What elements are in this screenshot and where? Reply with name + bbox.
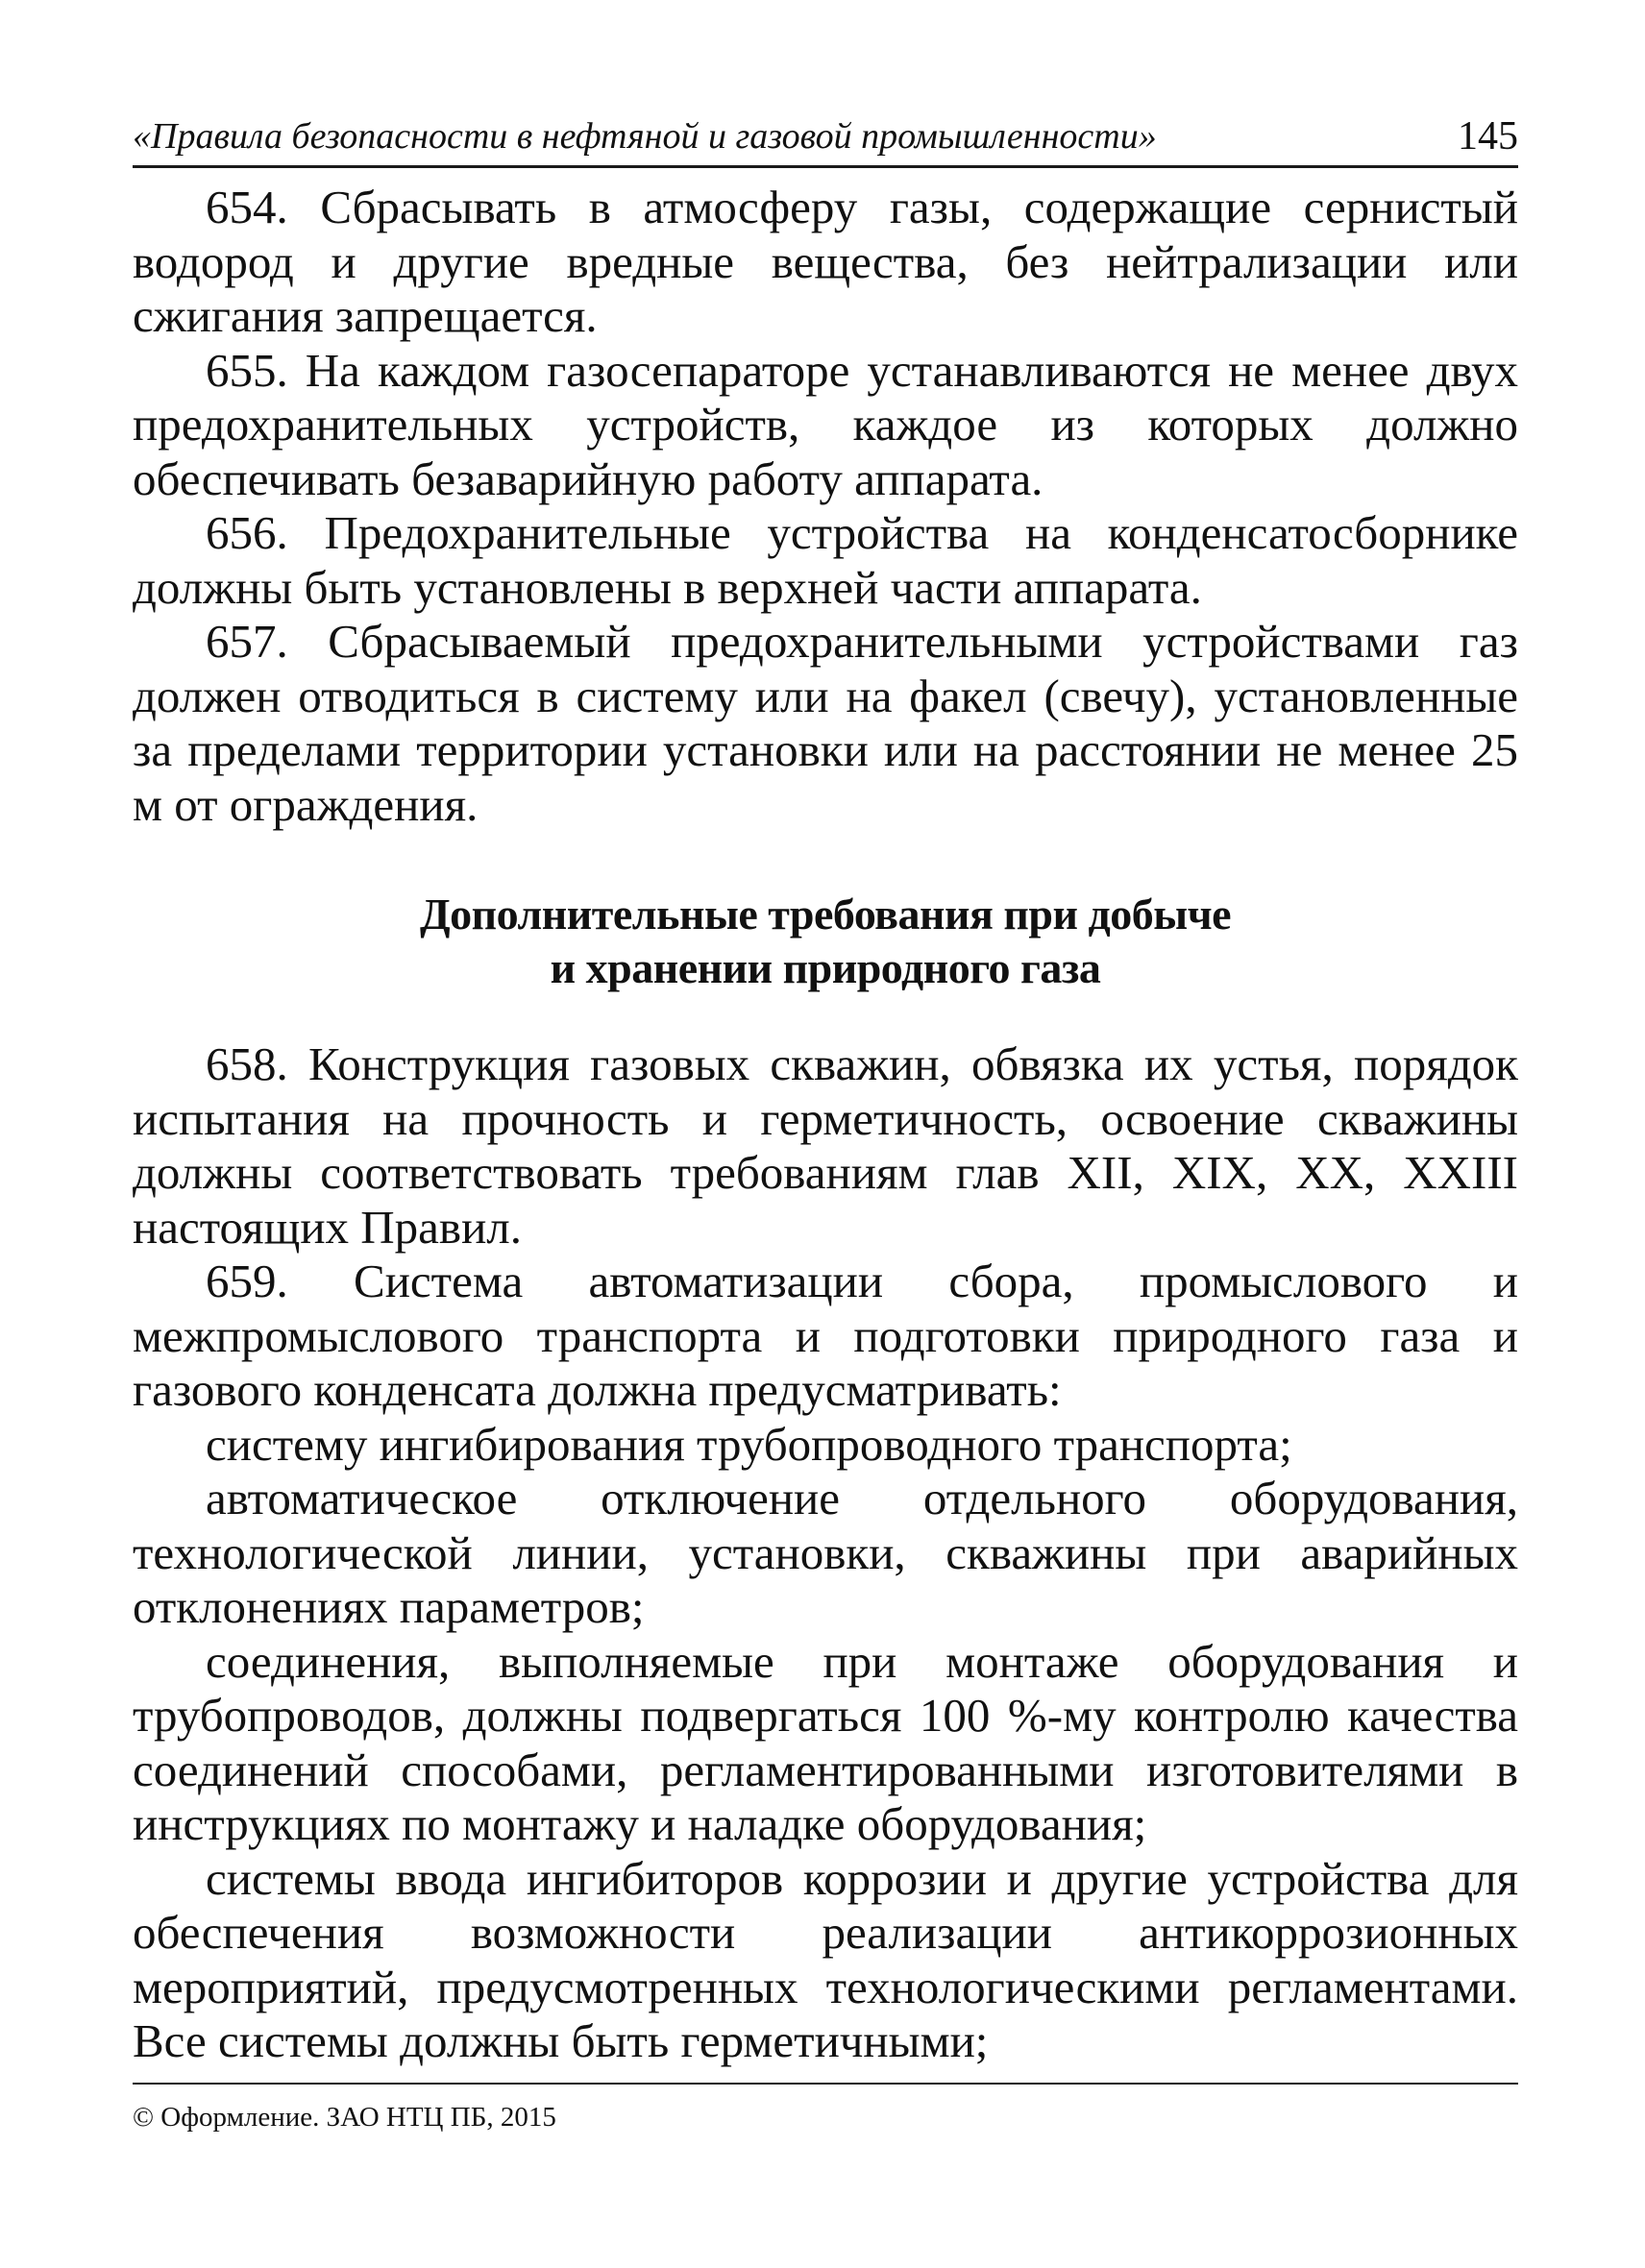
section-heading-line-2: и хранении природного газа xyxy=(550,943,1101,992)
list-item-auto-shutdown: автоматическое отключение отдельного оборудования, технологической линии, установки, скважины при аварийных отклонениях параметров; xyxy=(133,1472,1518,1633)
list-item-joint-control: соединения, выполняемые при монтаже оборудования и трубопроводов, должны подвергаться 100 %-му контролю качества соединений способами, регламентированными изготовителями в инструкциях по монтажу и наладке оборудования; xyxy=(133,1634,1518,1850)
page-body xyxy=(133,181,1518,2069)
paragraph-658: 658. Конструкция газовых скважин, обвязка их устья, порядок испытания на прочность и герметичность, освоение скважины должны соответствовать требованиям глав XII, XIX, XX, XXIII настоящих Правил. xyxy=(133,1037,1518,1254)
paragraph-655: 655. На каждом газосепараторе устанавливаются не менее двух предохранительных устройств, каждое из которых должно обеспечивать безаварийную работу аппарата. xyxy=(133,343,1518,505)
paragraph-654: 654. Сбрасывать в атмосферу газы, содержащие сернистый водород и другие вредные вещества, без нейтрализации или сжигания запрещается. xyxy=(133,181,1518,342)
header-title: «Правила безопасности в нефтяной и газовой промышленности» xyxy=(133,116,1157,157)
copyright-notice: © Оформление. ЗАО НТЦ ПБ, 2015 xyxy=(133,2102,556,2133)
list-item-inhibition: систему ингибирования трубопроводного транспорта; xyxy=(206,1417,1292,1471)
section-heading xyxy=(133,888,1518,995)
section-heading-line-1: Дополнительные требования при добыче xyxy=(419,890,1232,939)
paragraph-659: 659. Система автоматизации сбора, промыслового и межпромыслового транспорта и подготовки природного газа и газового конденсата должна предусматривать: xyxy=(133,1255,1518,1416)
paragraph-656: 656. Предохранительные устройства на конденсатосборнике должны быть установлены в верхней части аппарата. xyxy=(133,506,1518,614)
list-item-corrosion-inhibitors: системы ввода ингибиторов коррозии и другие устройства для обеспечения возможности реализации антикоррозионных мероприятий, предусмотренных технологическими регламентами. Все системы должны быть герметичными; xyxy=(133,1851,1518,2067)
paragraph-657: 657. Сбрасываемый предохранительными устройствами газ должен отводиться в систему или на факел (свечу), установленные за пределами территории установки или на расстоянии не менее 25 м от ограждения. xyxy=(133,615,1518,831)
running-header xyxy=(133,111,1518,168)
page-footer xyxy=(133,2083,1518,2134)
page-number: 145 xyxy=(1458,114,1518,159)
